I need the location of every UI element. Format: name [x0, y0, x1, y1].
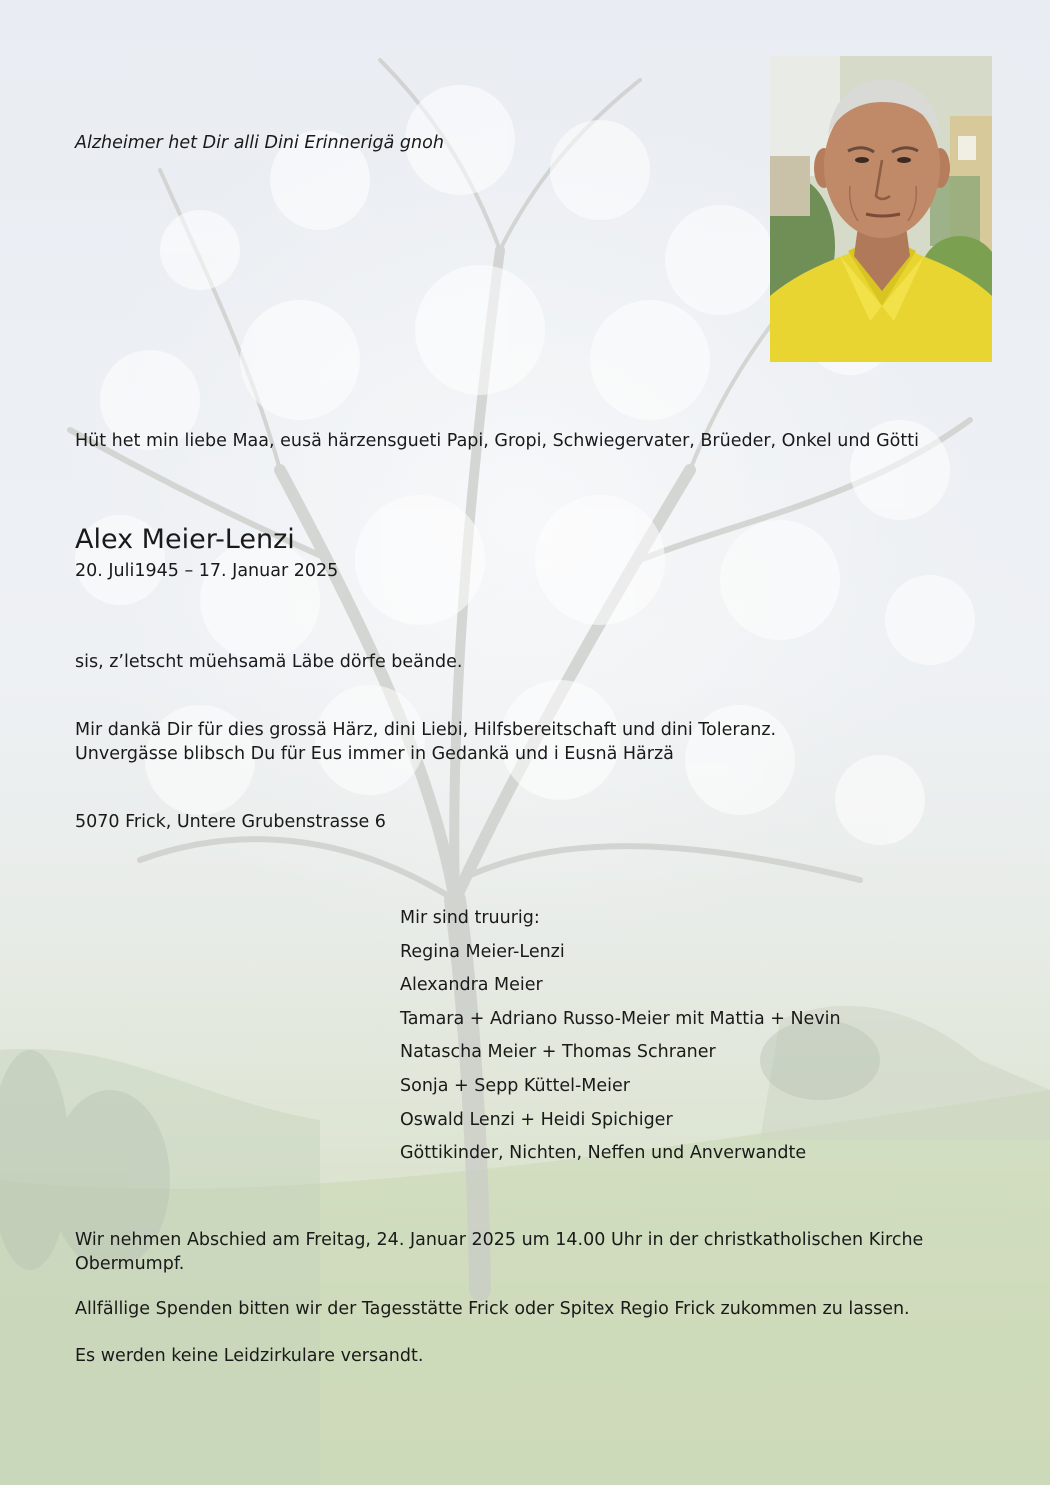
farewell-notice: Wir nehmen Abschied am Freitag, 24. Januar 2025 um 14.00 Uhr in der christkatholischen Kirche Obermumpf. — [75, 1230, 924, 1274]
mourners-heading: Mir sind truurig: — [400, 908, 540, 928]
mourner-name: Natascha Meier + Thomas Schraner — [400, 1042, 716, 1063]
life-dates: 20. Juli1945 – 17. Januar 2025 — [75, 561, 339, 581]
mourner-name: Tamara + Adriano Russo-Meier mit Mattia + Nevin — [400, 1008, 841, 1029]
mourner-name: Oswald Lenzi + Heidi Spichiger — [400, 1109, 673, 1130]
thanks-line-1: Mir dankä Dir für dies grossä Härz, dini Liebi, Hilfsbereitschaft und dini Toleranz. — [75, 720, 777, 740]
no-circulars-note: Es werden keine Leidzirkulare versandt. — [75, 1346, 424, 1366]
mourner-name: Regina Meier-Lenzi — [400, 941, 565, 962]
portrait-photo — [770, 56, 992, 362]
intro-text: Hüt het min liebe Maa, eusä härzensgueti Papi, Gropi, Schwiegervater, Brüeder, Onkel und Götti — [75, 431, 919, 451]
mourner-name: Sonja + Sepp Küttel-Meier — [400, 1075, 630, 1096]
mourner-name: Göttikinder, Nichten, Neffen und Anverwandte — [400, 1143, 807, 1164]
mourners-list — [400, 902, 841, 1171]
family-address: 5070 Frick, Untere Grubenstrasse 6 — [75, 812, 386, 832]
deceased-name: Alex Meier-Lenzi — [75, 524, 295, 555]
mourner-name: Alexandra Meier — [400, 975, 543, 996]
donations-note: Allfällige Spenden bitten wir der Tagesstätte Frick oder Spitex Regio Frick zukommen zu lassen. — [75, 1299, 910, 1319]
thanks-block — [75, 718, 776, 766]
thanks-line-2: Unvergässe blibsch Du für Eus immer in Gedankä und i Eusnä Härzä — [75, 744, 674, 764]
passing-line: sis, z’letscht müehsamä Läbe dörfe beände. — [75, 652, 463, 672]
motto-line: Alzheimer het Dir alli Dini Erinnerigä gnoh — [75, 133, 444, 153]
